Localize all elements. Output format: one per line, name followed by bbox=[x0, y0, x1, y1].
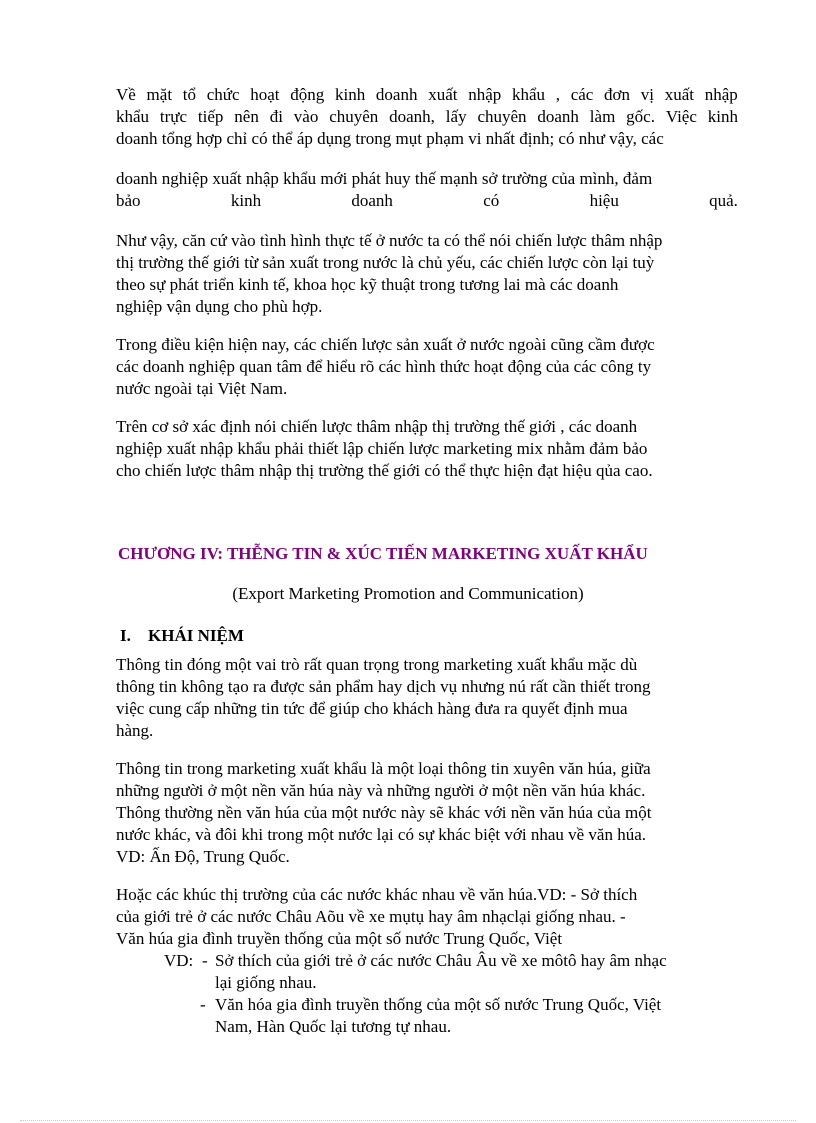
text-line: Trên cơ sở xác định nói chiến lược thâm nhập thị trường thế giới , các doanh bbox=[116, 417, 638, 436]
text-line: những người ở một nền văn húa này và những người ở một nền văn húa khác. bbox=[116, 781, 646, 800]
word: các bbox=[570, 85, 594, 104]
text-line: Hoặc các khúc thị trường của các nước khác nhau về văn húa.VD: - Sở thích bbox=[116, 885, 638, 904]
word: trực bbox=[159, 107, 188, 126]
text-line: nghiệp xuất nhập khẩu phải thiết lập chiến lược marketing mix nhằm đảm bảo bbox=[116, 439, 648, 458]
word: khẩu bbox=[116, 107, 150, 126]
justified-line bbox=[116, 190, 738, 212]
text-line: nước ngoài tại Việt Nam. bbox=[116, 379, 288, 398]
word: doanh bbox=[375, 85, 418, 104]
word: nên bbox=[234, 107, 259, 126]
text-line: cho chiến lược thâm nhập thị trường thế giới có thể thực hiện đạt hiệu qủa cao. bbox=[116, 461, 653, 480]
paragraph-concept bbox=[116, 654, 738, 742]
bullet: - bbox=[200, 995, 206, 1014]
list-item bbox=[215, 950, 667, 994]
text-line: các doanh nghiệp quan tâm để hiểu rõ các hình thức hoạt động của các công ty bbox=[116, 357, 652, 376]
text-line: VD: Ấn Độ, Trung Quốc. bbox=[116, 847, 290, 866]
text-line: Nam, Hàn Quốc lại tương tự nhau. bbox=[215, 1017, 452, 1036]
word: Về bbox=[116, 85, 136, 104]
text-line: Sở thích của giới trẻ ở các nước Châu Âu về xe môtô hay âm nhạc bbox=[215, 951, 667, 970]
text-line: nước khác, và đôi khi trong một nước lại có sự khác biệt với nhau về văn húa. bbox=[116, 825, 647, 844]
section-title: KHÁI NIỆM bbox=[148, 626, 244, 645]
paragraph-organization bbox=[116, 84, 738, 150]
text-line: Thông thường nền văn húa của một nước này sẽ khác với nền văn húa của một bbox=[116, 803, 652, 822]
text-line bbox=[116, 106, 738, 128]
page-bottom-divider bbox=[20, 1120, 796, 1121]
paragraph-conditions bbox=[116, 334, 738, 400]
text-line: theo sự phát triển kinh tế, khoa học kỹ thuật trong tương lai mà các doanh bbox=[116, 275, 619, 294]
paragraph-strength bbox=[116, 168, 738, 212]
word: xuất bbox=[428, 85, 458, 104]
text-line: Thông tin đóng một vai trò rất quan trọng trong marketing xuất khẩu mặc dù bbox=[116, 655, 638, 674]
text-line: thị trường thế giới từ sản xuất trong nước là chủ yếu, các chiến lược còn lại tuỳ bbox=[116, 253, 655, 272]
text-line: doanh nghiệp xuất nhập khẩu mới phát huy thế mạnh sở trường của mình, đảm bbox=[116, 169, 653, 188]
text-line: Văn hóa gia đình truyền thống của một số nước Trung Quốc, Việt bbox=[215, 995, 662, 1014]
text-line bbox=[116, 84, 738, 106]
word: bảo bbox=[116, 191, 141, 210]
text-line: Văn húa gia đình truyền thống của một số nước Trung Quốc, Việt bbox=[116, 929, 563, 948]
word: doanh bbox=[351, 191, 393, 210]
vd-label: VD: bbox=[164, 951, 194, 970]
word: chức bbox=[206, 85, 240, 104]
paragraph-cross-culture bbox=[116, 758, 738, 868]
text-line: lại giống nhau. bbox=[215, 973, 317, 992]
word: quả. bbox=[709, 191, 738, 210]
paragraph-strategy bbox=[116, 230, 738, 318]
section-number: I. bbox=[120, 626, 131, 645]
word: làm bbox=[589, 107, 616, 126]
word: chuyên bbox=[477, 107, 527, 126]
paragraph-market-segments bbox=[116, 884, 738, 950]
chapter-subtitle: (Export Marketing Promotion and Communication) bbox=[232, 584, 584, 603]
word: mặt bbox=[146, 85, 173, 104]
word: đi bbox=[269, 107, 283, 126]
word: xuất bbox=[664, 85, 694, 104]
word: có bbox=[483, 191, 500, 210]
word: nhập bbox=[468, 85, 502, 104]
text-line: thông tin không tạo ra được sản phẩm hay dịch vụ nhưng nú rất cần thiết trong bbox=[116, 677, 651, 696]
text-line: doanh tổng hợp chỉ có thể áp dụng trong mụt phạm vi nhất định; có như vậy, các bbox=[116, 129, 664, 148]
word: hoạt bbox=[250, 85, 280, 104]
word: tổ bbox=[182, 85, 196, 104]
word: khẩu bbox=[511, 85, 545, 104]
word: vào bbox=[293, 107, 319, 126]
word: , bbox=[555, 85, 560, 104]
word: động bbox=[290, 85, 325, 104]
section-heading bbox=[120, 626, 244, 646]
word: chuyên bbox=[329, 107, 379, 126]
list-item bbox=[215, 994, 661, 1038]
word: lấy bbox=[445, 107, 467, 126]
word: vị bbox=[640, 85, 654, 104]
paragraph-marketing-mix bbox=[116, 416, 738, 482]
word: kinh bbox=[707, 107, 738, 126]
text-line: việc cung cấp những tin tức để giúp cho khách hàng đưa ra quyết định mua bbox=[116, 699, 628, 718]
word: kinh bbox=[230, 191, 262, 210]
text-line: nghiệp vận dụng cho phù hợp. bbox=[116, 297, 323, 316]
word: hiệu bbox=[589, 191, 619, 210]
text-line: của giới trẻ ở các nước Châu Aõu về xe mụtụ hay âm nhạclại giống nhau. - bbox=[116, 907, 626, 926]
text-line: Trong điều kiện hiện nay, các chiến lược sản xuất ở nước ngoài cũng cầm được bbox=[116, 335, 655, 354]
bullet: - bbox=[202, 951, 208, 970]
word: doanh, bbox=[389, 107, 435, 126]
word: gốc. bbox=[626, 107, 655, 126]
word: Việc bbox=[665, 107, 697, 126]
word: doanh bbox=[537, 107, 579, 126]
word: đơn bbox=[604, 85, 631, 104]
text-line: Thông tin trong marketing xuất khẩu là một loại thông tin xuyên văn húa, giữa bbox=[116, 759, 651, 778]
word: kinh bbox=[334, 85, 366, 104]
text-line: Như vậy, căn cứ vào tình hình thực tế ở nước ta có thể nói chiến lược thâm nhập bbox=[116, 231, 663, 250]
text-line: hàng. bbox=[116, 721, 154, 740]
word: nhập bbox=[704, 85, 738, 104]
word: tiếp bbox=[197, 107, 224, 126]
chapter-title: CHƯƠNG IV: THỄNG TIN & XÚC TIẾN MARKETING XUẤT KHẨU bbox=[118, 544, 648, 563]
